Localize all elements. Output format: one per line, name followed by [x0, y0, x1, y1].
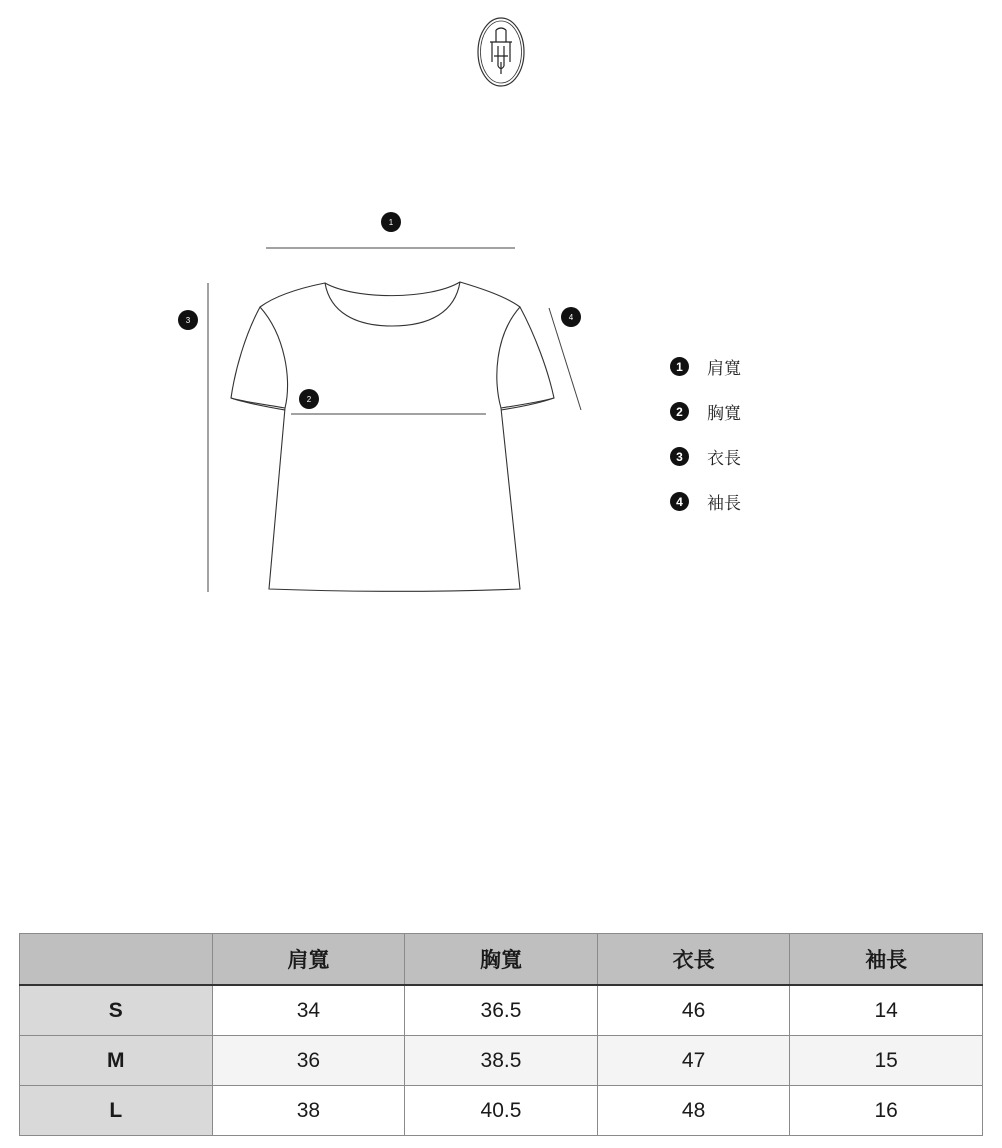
table-row	[20, 1086, 983, 1136]
legend-item	[670, 344, 741, 389]
marker-1	[381, 212, 401, 232]
table-cell: 38	[212, 1086, 405, 1136]
size-label-cell: M	[20, 1036, 213, 1086]
marker-4-label: 4	[568, 313, 574, 322]
table-cell: 16	[790, 1086, 983, 1136]
table-row	[20, 1036, 983, 1086]
column-header: 衣長	[597, 934, 790, 986]
legend-label: 肩寬	[707, 359, 741, 379]
size-label-cell: L	[20, 1086, 213, 1136]
marker-4	[561, 307, 581, 327]
legend-label: 衣長	[707, 449, 741, 469]
measurement-legend	[670, 344, 741, 524]
legend-number-badge: 2	[670, 402, 689, 421]
table-cell: 14	[790, 985, 983, 1036]
marker-2	[299, 389, 319, 409]
table-cell: 36	[212, 1036, 405, 1086]
size-chart-table	[19, 933, 983, 1136]
table-cell: 38.5	[405, 1036, 598, 1086]
table-cell: 40.5	[405, 1086, 598, 1136]
table-corner-cell	[20, 934, 213, 986]
table-cell: 15	[790, 1036, 983, 1086]
table-cell: 46	[597, 985, 790, 1036]
legend-item	[670, 434, 741, 479]
legend-item	[670, 479, 741, 524]
marker-2-label: 2	[306, 395, 312, 404]
legend-label: 胸寬	[707, 404, 741, 424]
size-label-cell: S	[20, 985, 213, 1036]
column-header: 肩寬	[212, 934, 405, 986]
marker-3-label: 3	[185, 316, 191, 325]
table-row	[20, 985, 983, 1036]
column-header: 袖長	[790, 934, 983, 986]
column-header: 胸寬	[405, 934, 598, 986]
table-header-row	[20, 934, 983, 986]
marker-1-label: 1	[388, 218, 394, 227]
legend-item	[670, 389, 741, 434]
table-cell: 48	[597, 1086, 790, 1136]
table-cell: 34	[212, 985, 405, 1036]
marker-3	[178, 310, 198, 330]
tshirt-outline	[231, 282, 554, 591]
legend-label: 袖長	[707, 494, 741, 514]
legend-number-badge: 4	[670, 492, 689, 511]
table-cell: 36.5	[405, 985, 598, 1036]
legend-number-badge: 3	[670, 447, 689, 466]
table-cell: 47	[597, 1036, 790, 1086]
legend-number-badge: 1	[670, 357, 689, 376]
